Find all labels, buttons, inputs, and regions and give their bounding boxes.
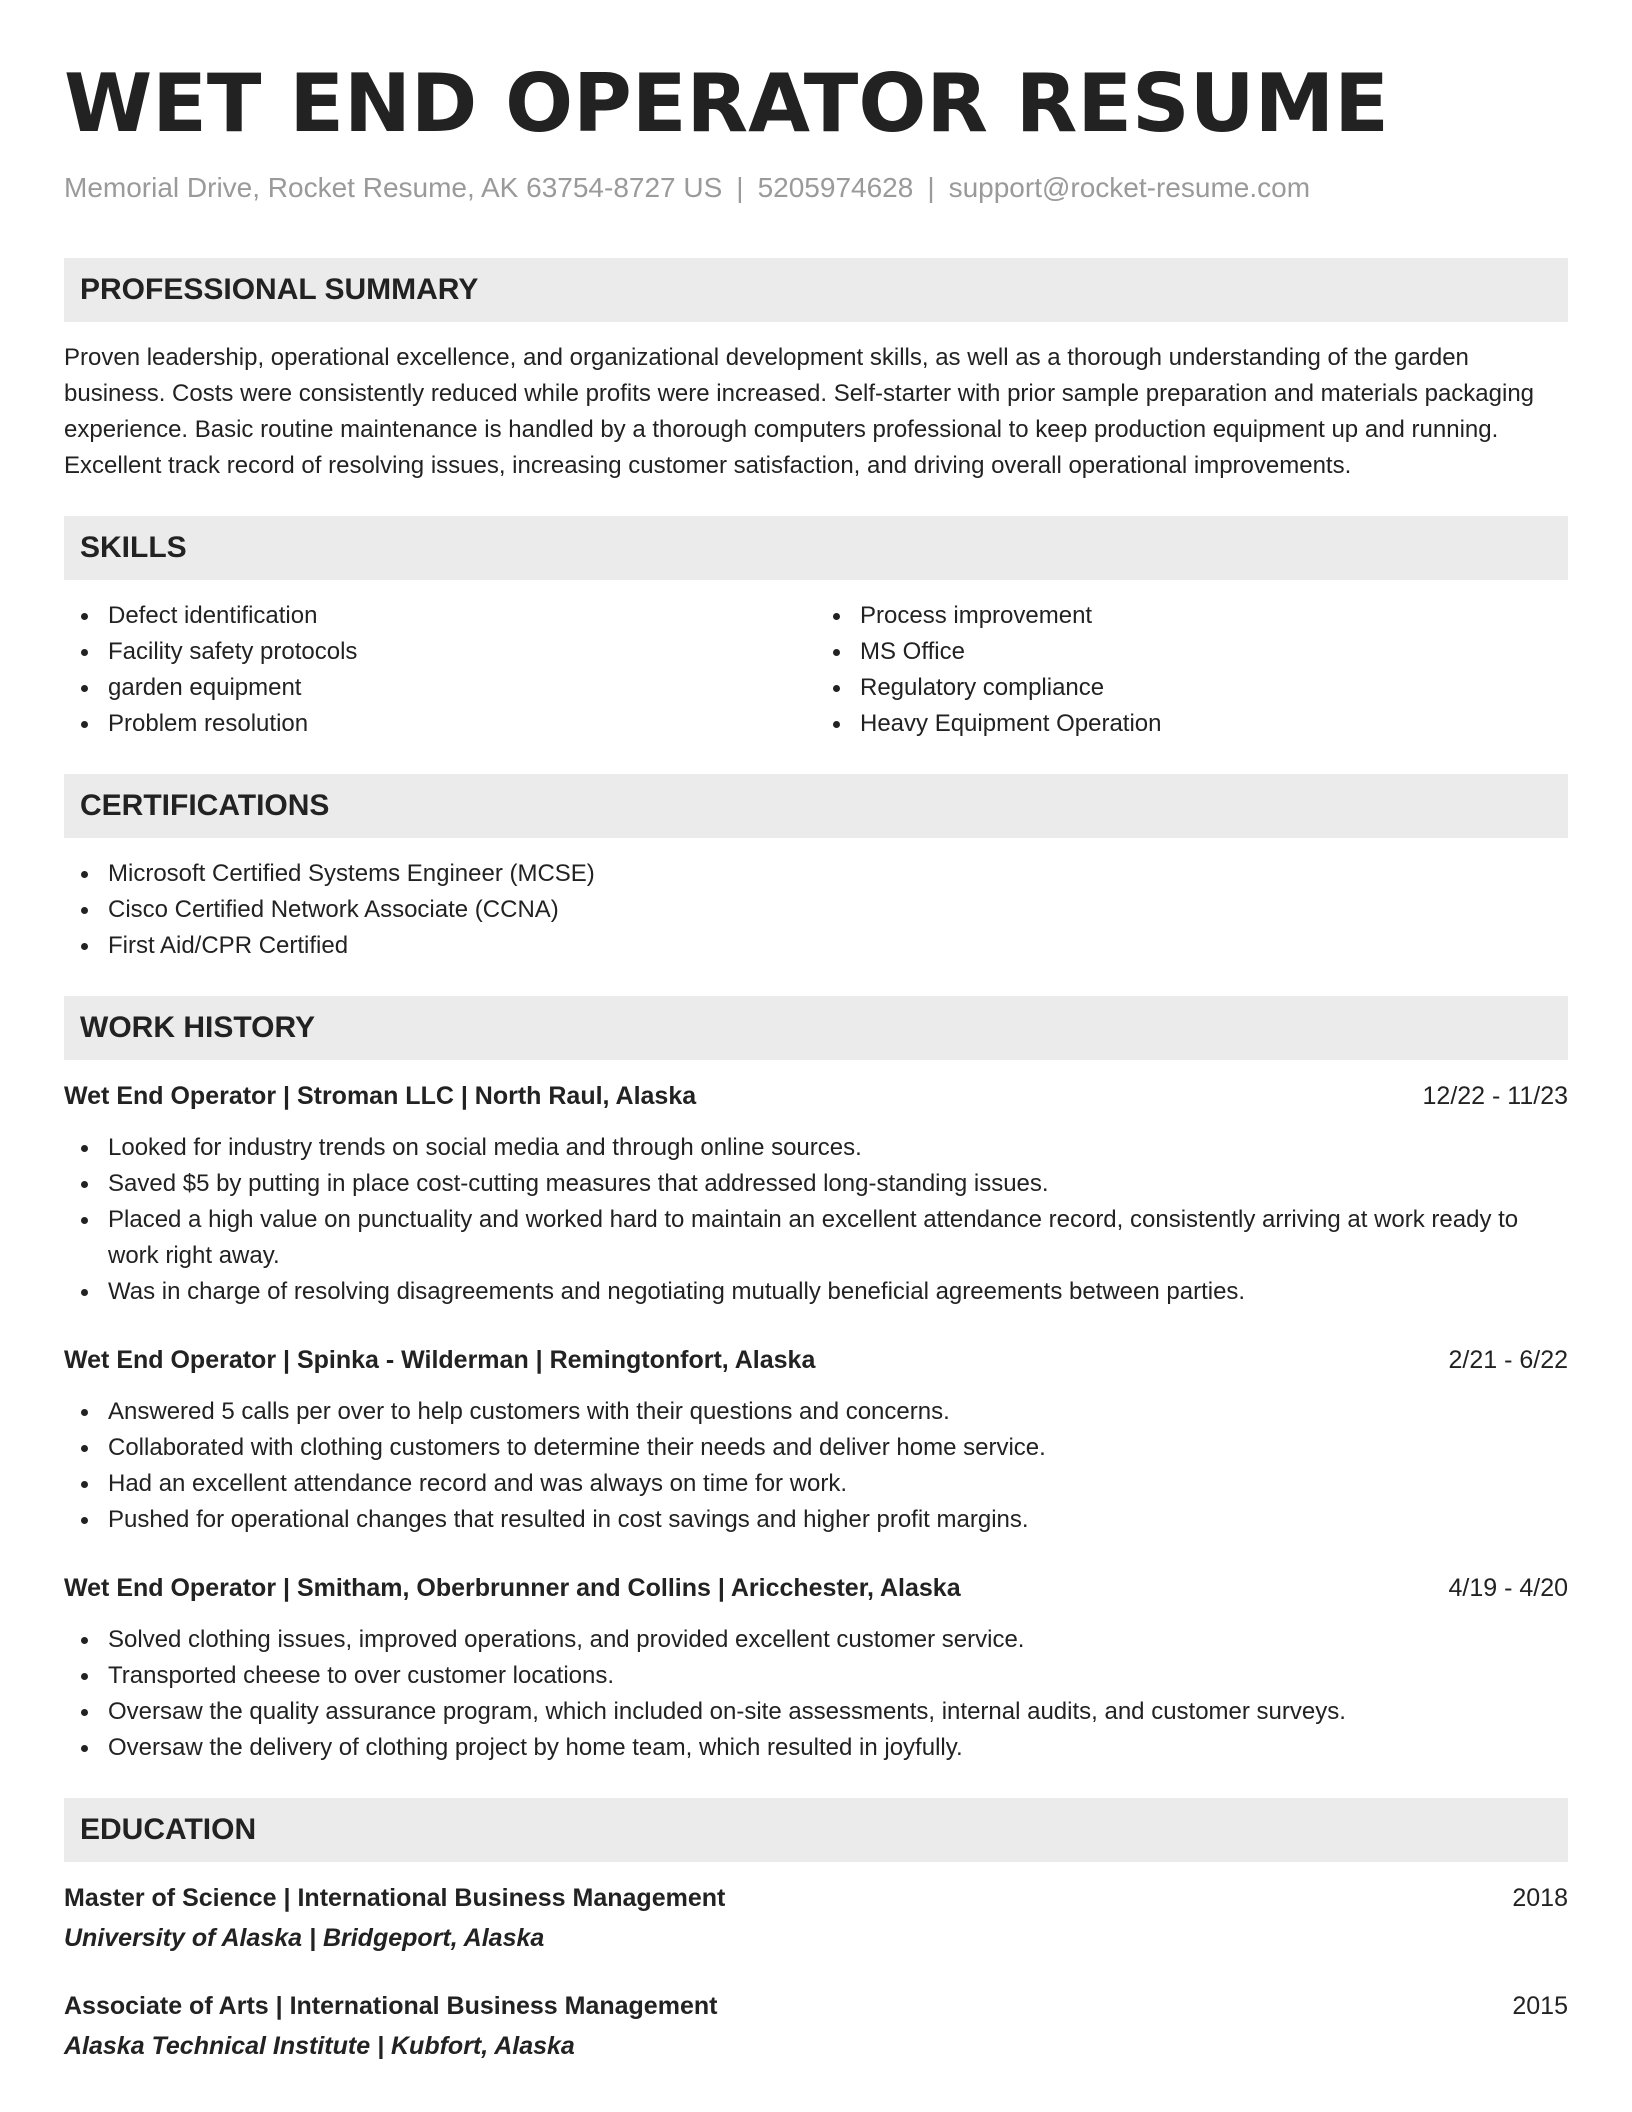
skill-item: Heavy Equipment Operation <box>816 706 1568 742</box>
education-school: University of Alaska | Bridgeport, Alaska <box>64 1924 545 1952</box>
skills-list-left <box>64 598 816 742</box>
contact-line <box>64 170 1568 206</box>
job-header <box>64 1342 1568 1378</box>
resume-title: WET END OPERATOR RESUME <box>64 57 1389 150</box>
skill-item: Facility safety protocols <box>64 634 816 670</box>
job-entry <box>64 1078 1568 1310</box>
certifications-list <box>64 856 1568 964</box>
job-title: Wet End Operator | Spinka - Wilderman | Remingtonfort, Alaska <box>64 1346 816 1374</box>
contact-separator: | <box>927 172 935 203</box>
job-bullets <box>64 1130 1568 1310</box>
contact-separator: | <box>736 172 744 203</box>
education-degree: Associate of Arts | International Business Management <box>64 1992 718 2020</box>
education-header <box>64 1880 1568 1916</box>
job-bullets <box>64 1394 1568 1538</box>
section-heading-certifications: CERTIFICATIONS <box>64 774 1568 838</box>
job-bullet: Pushed for operational changes that resulted in cost savings and higher profit margins. <box>64 1502 1568 1538</box>
job-bullet: Saved $5 by putting in place cost-cutting measures that addressed long-standing issues. <box>64 1166 1568 1202</box>
job-header <box>64 1078 1568 1114</box>
skill-item: Process improvement <box>816 598 1568 634</box>
skill-item: garden equipment <box>64 670 816 706</box>
certification-item: Cisco Certified Network Associate (CCNA) <box>64 892 1568 928</box>
section-heading-summary: PROFESSIONAL SUMMARY <box>64 258 1568 322</box>
contact-email[interactable]: support@rocket-resume.com <box>948 172 1311 203</box>
skill-item: Defect identification <box>64 598 816 634</box>
skill-item: MS Office <box>816 634 1568 670</box>
job-header <box>64 1570 1568 1606</box>
education-header <box>64 1988 1568 2024</box>
contact-address: Memorial Drive, Rocket Resume, AK 63754-8727 US <box>64 172 723 203</box>
job-title: Wet End Operator | Stroman LLC | North Raul, Alaska <box>64 1082 697 1110</box>
job-bullet: Transported cheese to over customer locations. <box>64 1658 1568 1694</box>
skill-item: Regulatory compliance <box>816 670 1568 706</box>
job-bullet: Oversaw the delivery of clothing project by home team, which resulted in joyfully. <box>64 1730 1568 1766</box>
contact-phone: 5205974628 <box>757 172 914 203</box>
education-year: 2018 <box>1512 1884 1568 1912</box>
job-bullet: Collaborated with clothing customers to determine their needs and deliver home service. <box>64 1430 1568 1466</box>
skills-grid <box>64 580 1568 742</box>
section-heading-work-history: WORK HISTORY <box>64 996 1568 1060</box>
job-bullet: Had an excellent attendance record and was always on time for work. <box>64 1466 1568 1502</box>
job-dates: 2/21 - 6/22 <box>1448 1346 1568 1374</box>
education-school: Alaska Technical Institute | Kubfort, Alaska <box>64 2032 575 2060</box>
skill-item: Problem resolution <box>64 706 816 742</box>
job-entry <box>64 1570 1568 1766</box>
summary-text: Proven leadership, operational excellence, and organizational development skills, as well as a thorough understanding of the garden business. Costs were consistently reduced while profits were increased. Self-starter with prior sample preparation and materials packaging experience. Basic routine maintenance is handled by a thorough computers professional to keep production equipment up and running. Excellent track record of resolving issues, increasing customer satisfaction, and driving overall operational improvements. <box>64 344 1535 479</box>
education-degree: Master of Science | International Business Management <box>64 1884 726 1912</box>
job-bullet: Answered 5 calls per over to help customers with their questions and concerns. <box>64 1394 1568 1430</box>
section-heading-education: EDUCATION <box>64 1798 1568 1862</box>
certification-item: Microsoft Certified Systems Engineer (MCSE) <box>64 856 1568 892</box>
job-bullet: Looked for industry trends on social media and through online sources. <box>64 1130 1568 1166</box>
job-bullet: Placed a high value on punctuality and worked hard to maintain an excellent attendance record, consistently arriving at work ready to work right away. <box>64 1202 1568 1274</box>
job-bullet: Oversaw the quality assurance program, which included on-site assessments, internal audits, and customer surveys. <box>64 1694 1568 1730</box>
job-entry <box>64 1342 1568 1538</box>
job-bullet: Was in charge of resolving disagreements and negotiating mutually beneficial agreements between parties. <box>64 1274 1568 1310</box>
job-dates: 12/22 - 11/23 <box>1422 1082 1568 1110</box>
job-title: Wet End Operator | Smitham, Oberbrunner and Collins | Aricchester, Alaska <box>64 1574 961 1602</box>
education-entry <box>64 1880 1568 1956</box>
job-dates: 4/19 - 4/20 <box>1448 1574 1568 1602</box>
education-year: 2015 <box>1512 1992 1568 2020</box>
certification-item: First Aid/CPR Certified <box>64 928 1568 964</box>
job-bullet: Solved clothing issues, improved operations, and provided excellent customer service. <box>64 1622 1568 1658</box>
skills-list-right <box>816 598 1568 742</box>
education-entry <box>64 1988 1568 2064</box>
job-bullets <box>64 1622 1568 1766</box>
section-heading-skills: SKILLS <box>64 516 1568 580</box>
